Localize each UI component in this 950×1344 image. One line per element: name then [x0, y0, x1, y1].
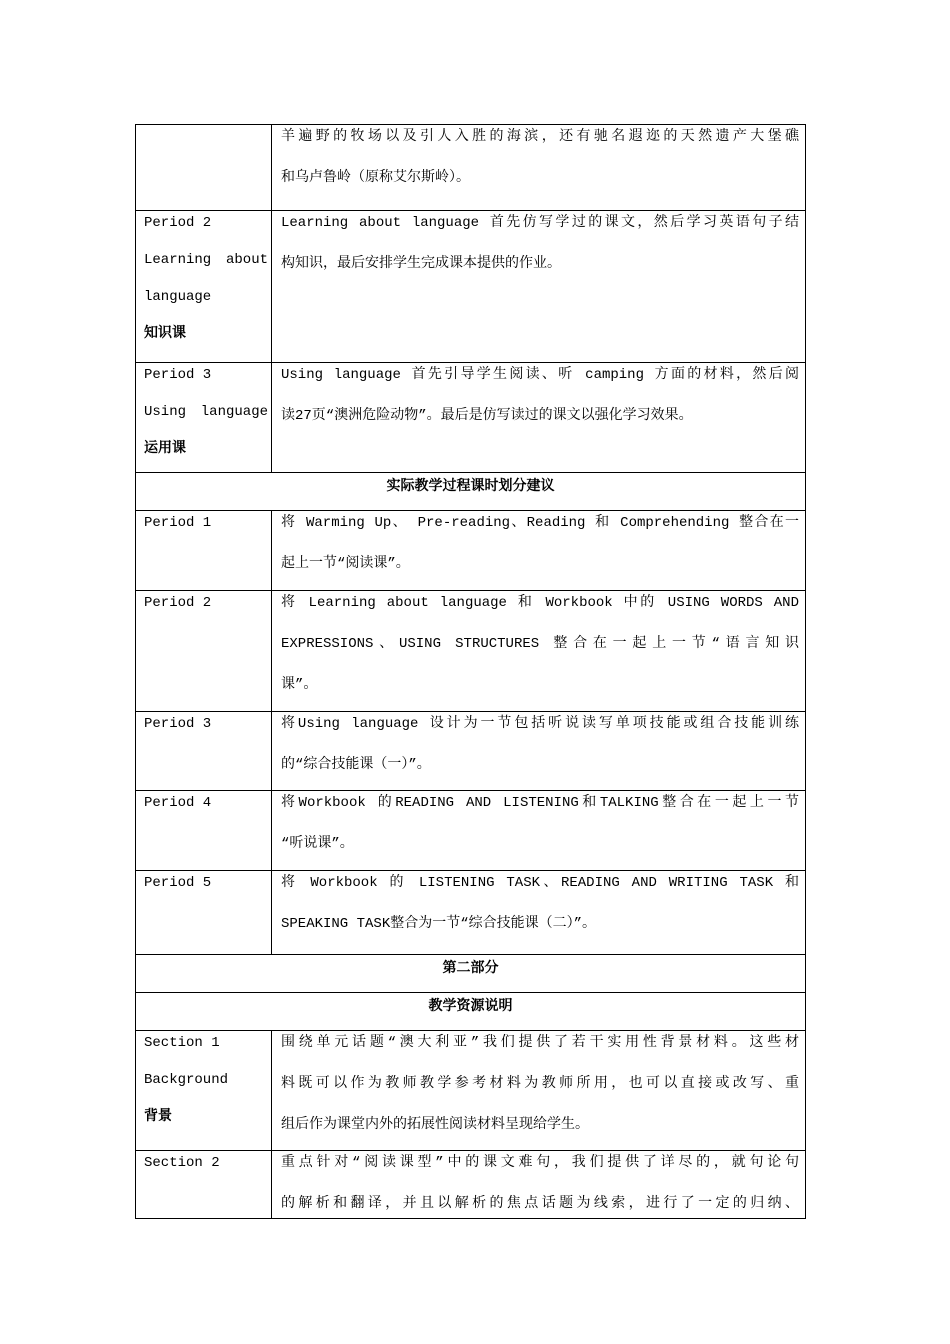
- content-line: 重点针对“阅读课型”中的课文难句，我们提供了详尽的，就句论句: [281, 1155, 799, 1171]
- section-title-line: Background: [144, 1072, 229, 1088]
- period-title-line: Learning about: [144, 252, 268, 268]
- content-line: Using language 首先引导学生阅读、听 camping 方面的材料，然后阅: [281, 367, 799, 383]
- row-content-cell: [272, 712, 806, 791]
- table-row: [136, 1031, 806, 1151]
- content-line: 料既可以作为教师教学参考材料为教师所用，也可以直接或改写、重: [281, 1076, 799, 1092]
- table-row: [136, 511, 806, 591]
- content-line: 围绕单元话题“澳大利亚”我们提供了若干实用性背景材料。这些材: [281, 1035, 799, 1051]
- table-row: [136, 1151, 806, 1219]
- content-text: [281, 591, 799, 706]
- period-label: Period 2: [144, 595, 212, 611]
- content-text: [281, 871, 799, 945]
- content-line: EXPRESSIONS、USING STRUCTURES 整合在一起上一节“语言知识: [281, 636, 799, 652]
- period-label: Period 1: [144, 515, 212, 531]
- content-text: [281, 511, 799, 585]
- label-text: [144, 511, 268, 542]
- period-label: Period 4: [144, 795, 212, 811]
- content-line: Learning about language 首先仿写学过的课文，然后学习英语句子结: [281, 215, 799, 231]
- table-row: [136, 993, 806, 1031]
- period-label: Period 2: [144, 215, 212, 231]
- content-line: 构知识，最后安排学生完成课本提供的作业。: [281, 256, 561, 272]
- label-text: [144, 211, 268, 353]
- content-line: 起上一节“阅读课”。: [281, 556, 410, 572]
- content-line: 课”。: [281, 677, 318, 693]
- row-label-cell: [136, 125, 272, 211]
- table-row: [136, 712, 806, 791]
- content-text: [281, 125, 799, 199]
- section-header: 实际教学过程课时划分建议: [136, 473, 806, 511]
- content-text: [281, 363, 799, 437]
- content-line: “听说课”。: [281, 836, 354, 852]
- row-content-cell: [272, 1031, 806, 1151]
- label-text: [144, 871, 268, 902]
- row-label-cell: [136, 871, 272, 955]
- period-label: Period 5: [144, 875, 212, 891]
- section-type-label: 背景: [144, 1109, 172, 1125]
- content-text: [281, 1031, 799, 1146]
- table-row: [136, 591, 806, 712]
- label-text: [144, 1031, 268, 1136]
- content-text: [281, 712, 799, 786]
- content-text: [281, 791, 799, 865]
- row-label-cell: [136, 591, 272, 712]
- row-label-cell: [136, 1151, 272, 1219]
- lesson-type-label: 运用课: [144, 441, 186, 457]
- content-line: SPEAKING TASK整合为一节“综合技能课（二）”。: [281, 916, 597, 932]
- row-label-cell: [136, 712, 272, 791]
- table-row: [136, 473, 806, 511]
- content-line: 将Workbook 的READING AND LISTENING和TALKING整合在一起上一节: [281, 795, 799, 811]
- row-content-cell: [272, 125, 806, 211]
- table-row: [136, 125, 806, 211]
- content-line: 羊遍野的牧场以及引人入胜的海滨，还有驰名遐迩的天然遗产大堡礁: [281, 129, 799, 145]
- period-title-line: Using language: [144, 404, 268, 420]
- row-label-cell: [136, 363, 272, 473]
- content-text: [281, 1151, 799, 1219]
- teaching-plan-table: [135, 124, 806, 1219]
- content-line: 将 Learning about language 和 Workbook 中的 USING WORDS AND: [281, 595, 799, 611]
- row-content-cell: [272, 211, 806, 363]
- period-label: Period 3: [144, 716, 212, 732]
- label-text: [144, 363, 268, 468]
- row-label-cell: [136, 1031, 272, 1151]
- table-row: [136, 871, 806, 955]
- section-header: 教学资源说明: [136, 993, 806, 1031]
- row-content-cell: [272, 363, 806, 473]
- table-row: [136, 363, 806, 473]
- part-header: 第二部分: [136, 955, 806, 993]
- table-row: [136, 955, 806, 993]
- content-line: 将 Warming Up、 Pre-reading、Reading 和 Comprehending 整合在一: [281, 515, 799, 531]
- label-text: [144, 591, 268, 622]
- lesson-type-label: 知识课: [144, 326, 186, 342]
- table-row: [136, 211, 806, 363]
- row-content-cell: [272, 591, 806, 712]
- section-label: Section 1: [144, 1035, 220, 1051]
- row-label-cell: [136, 511, 272, 591]
- content-line: 将Using language 设计为一节包括听说读写单项技能或组合技能训练: [281, 716, 799, 732]
- content-line: 读27页“澳洲危险动物”。最后是仿写读过的课文以强化学习效果。: [281, 408, 693, 424]
- row-label-cell: [136, 211, 272, 363]
- period-title-line: language: [144, 289, 212, 305]
- content-text: [281, 211, 799, 285]
- row-content-cell: [272, 871, 806, 955]
- label-text: [144, 1151, 268, 1182]
- content-line: 的解析和翻译，并且以解析的焦点话题为线索，进行了一定的归纳、: [281, 1196, 799, 1212]
- period-label: Period 3: [144, 367, 212, 383]
- row-label-cell: [136, 791, 272, 871]
- content-line: 将 Workbook 的 LISTENING TASK、READING AND WRITING TASK 和: [281, 875, 799, 891]
- row-content-cell: [272, 791, 806, 871]
- content-line: 和乌卢鲁岭（原称艾尔斯岭）。: [281, 170, 470, 186]
- table-row: [136, 791, 806, 871]
- label-text: [144, 791, 268, 822]
- row-content-cell: [272, 511, 806, 591]
- label-text: [144, 712, 268, 743]
- content-line: 组后作为课堂内外的拓展性阅读材料呈现给学生。: [281, 1117, 589, 1133]
- section-label: Section 2: [144, 1155, 220, 1171]
- content-line: 的“综合技能课（一）”。: [281, 757, 431, 773]
- row-content-cell: [272, 1151, 806, 1219]
